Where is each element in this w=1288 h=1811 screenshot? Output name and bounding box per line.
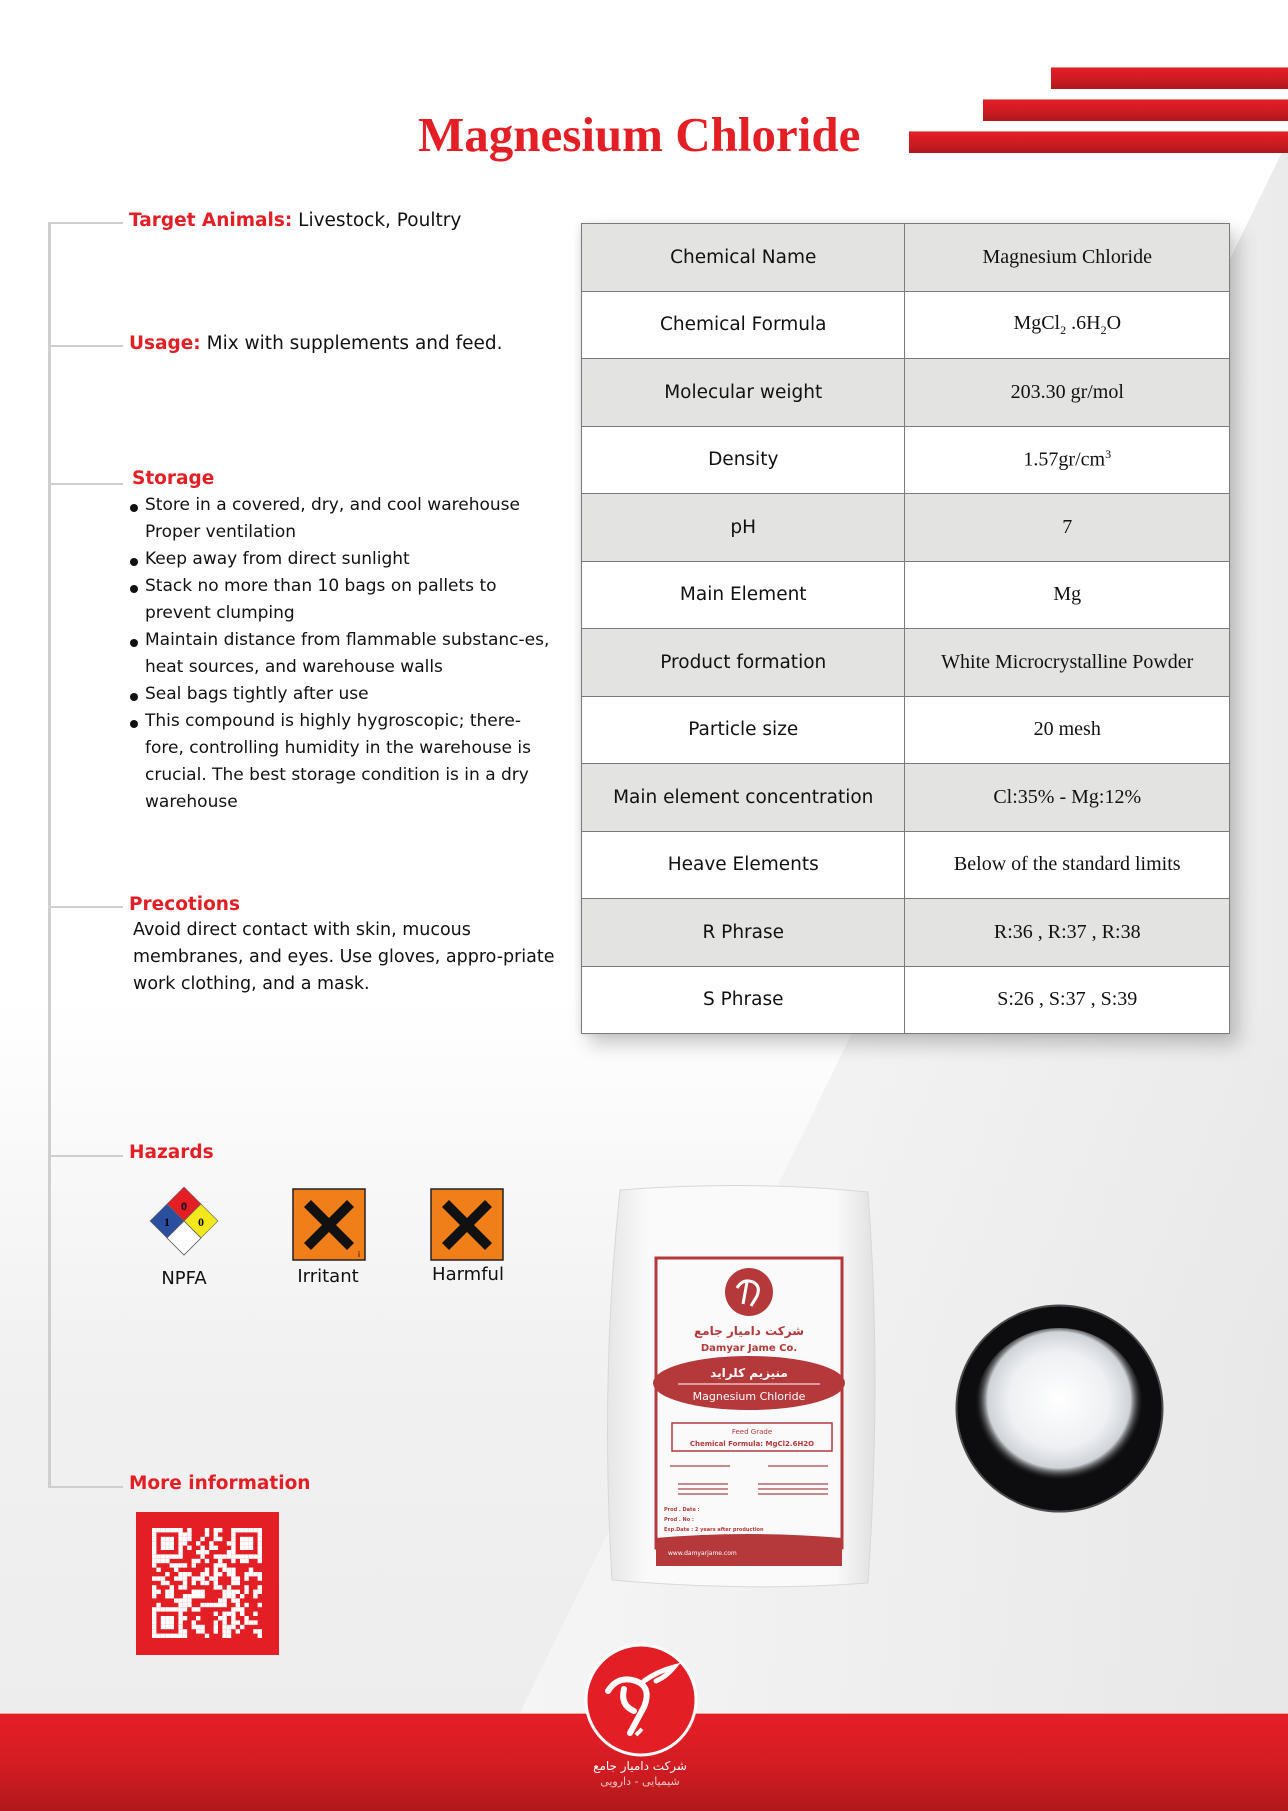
product-powder-image bbox=[955, 1304, 1164, 1513]
table-row bbox=[582, 629, 1230, 697]
bag-company-fa: شرکت دامیار جامع bbox=[693, 1324, 805, 1338]
nfpa-health: 1 bbox=[164, 1215, 170, 1229]
table-key: Main Element bbox=[582, 561, 905, 629]
table-row bbox=[582, 966, 1230, 1034]
table-value-part: 2 bbox=[1060, 322, 1067, 337]
bag-formula: Chemical Formula: MgCl2.6H2O bbox=[689, 1440, 815, 1448]
bag-website: www.damyarjame.com bbox=[668, 1550, 737, 1557]
table-row bbox=[582, 291, 1230, 359]
table-row bbox=[582, 899, 1230, 967]
usage-value: Mix with supplements and feed. bbox=[206, 333, 503, 354]
usage bbox=[129, 333, 503, 354]
storage-heading: Storage bbox=[132, 468, 215, 489]
header-bar-bottom bbox=[909, 131, 1288, 153]
table-row bbox=[582, 696, 1230, 764]
table-row bbox=[582, 561, 1230, 629]
irritant-mark: i bbox=[357, 1250, 361, 1259]
table-value-part: MgCl bbox=[1013, 311, 1061, 334]
footer-company-name: شرکت دامیار جامع bbox=[593, 1759, 687, 1773]
table-value-part: 2 bbox=[1100, 322, 1107, 337]
connector-usage bbox=[48, 345, 123, 347]
hazard-label-harmful: Harmful bbox=[432, 1264, 504, 1285]
table-key: Density bbox=[582, 426, 905, 494]
bullet-icon bbox=[130, 585, 138, 593]
nfpa-diamond-icon bbox=[149, 1186, 219, 1256]
product-bag-image bbox=[598, 1178, 886, 1596]
header-bar-middle bbox=[983, 99, 1288, 121]
connector-hazards bbox=[48, 1155, 123, 1157]
target-animals-label: Target Animals: bbox=[129, 210, 293, 231]
table-value: 203.30 gr/mol bbox=[905, 359, 1230, 427]
footer-company bbox=[540, 1759, 740, 1789]
table-key: Chemical Formula bbox=[582, 291, 905, 359]
connector-vertical-line bbox=[48, 223, 51, 1488]
footer-tagline: شیمیایی - دارویی bbox=[600, 1775, 680, 1788]
storage-item: Keep away from direct sunlight bbox=[128, 546, 558, 573]
table-key: R Phrase bbox=[582, 899, 905, 967]
precautions-text: Avoid direct contact with skin, mucous membranes, and eyes. Use gloves, appro-priate work clothing, and a mask. bbox=[133, 920, 555, 994]
table-key: pH bbox=[582, 494, 905, 562]
table-value: R:36 , R:37 , R:38 bbox=[905, 899, 1230, 967]
storage-item: Seal bags tightly after use bbox=[128, 681, 558, 708]
table-key: S Phrase bbox=[582, 966, 905, 1034]
table-row bbox=[582, 224, 1230, 292]
bag-company-en: Damyar Jame Co. bbox=[700, 1343, 798, 1354]
table-key: Chemical Name bbox=[582, 224, 905, 292]
company-logo-icon bbox=[584, 1643, 698, 1757]
connector-precautions bbox=[48, 906, 123, 908]
more-info-heading: More information bbox=[129, 1473, 311, 1494]
table-row bbox=[582, 359, 1230, 427]
bag-prod-no: Prod . No : bbox=[664, 1517, 694, 1523]
table-row bbox=[582, 426, 1230, 494]
header-bar-top bbox=[1051, 67, 1288, 89]
table-key: Heave Elements bbox=[582, 831, 905, 899]
usage-label: Usage: bbox=[129, 333, 201, 354]
bag-prod-date: Prod . Date : bbox=[664, 1507, 700, 1513]
hazard-label-irritant: Irritant bbox=[297, 1266, 359, 1287]
spec-table bbox=[581, 223, 1230, 1034]
table-value: Below of the standard limits bbox=[905, 831, 1230, 899]
hazard-label-nfpa: NPFA bbox=[161, 1268, 207, 1289]
table-value: White Microcrystalline Powder bbox=[905, 629, 1230, 697]
connector-more-info bbox=[48, 1486, 123, 1488]
precautions-heading: Precotions bbox=[129, 894, 240, 915]
bullet-icon bbox=[130, 693, 138, 701]
table-value-part: 1.57gr/cm bbox=[1023, 449, 1106, 472]
bullet-icon bbox=[130, 558, 138, 566]
bag-product-fa: منیزیم کلراید bbox=[710, 1366, 788, 1380]
nfpa-flammability: 0 bbox=[181, 1199, 187, 1213]
harmful-x-icon bbox=[430, 1188, 504, 1261]
storage-item: Proper ventilation bbox=[145, 522, 296, 542]
bag-grade: Feed Grade bbox=[731, 1428, 773, 1436]
table-value: Mg bbox=[905, 561, 1230, 629]
table-key: Main element concentration bbox=[582, 764, 905, 832]
table-value: Magnesium Chloride bbox=[905, 224, 1230, 292]
table-value: S:26 , S:37 , S:39 bbox=[905, 966, 1230, 1034]
bullet-icon bbox=[130, 720, 138, 728]
table-key: Molecular weight bbox=[582, 359, 905, 427]
table-value bbox=[905, 291, 1230, 359]
table-row bbox=[582, 494, 1230, 562]
bag-product-en: Magnesium Chloride bbox=[692, 1390, 806, 1403]
nfpa-reactivity: 0 bbox=[198, 1215, 204, 1229]
page-title: Magnesium Chloride bbox=[418, 107, 861, 162]
table-value-part: 3 bbox=[1105, 447, 1112, 462]
bullet-icon bbox=[130, 504, 138, 512]
storage-item: This compound is highly hygroscopic; there-fore, controlling humidity in the warehouse is crucial. The best storage condition is in a dry warehouse bbox=[128, 708, 558, 816]
target-animals bbox=[129, 210, 461, 231]
connector-storage bbox=[48, 483, 123, 485]
table-key: Particle size bbox=[582, 696, 905, 764]
target-animals-value: Livestock, Poultry bbox=[298, 210, 462, 231]
bag-exp-date: Exp.Date : 2 years after production bbox=[664, 1527, 764, 1533]
qr-code-icon[interactable] bbox=[136, 1512, 279, 1655]
table-row bbox=[582, 764, 1230, 832]
table-value bbox=[905, 426, 1230, 494]
table-key: Product formation bbox=[582, 629, 905, 697]
bullet-icon bbox=[130, 639, 138, 647]
hazards-heading: Hazards bbox=[129, 1142, 214, 1163]
table-value-part: .6H bbox=[1066, 311, 1101, 334]
table-value: Cl:35% - Mg:12% bbox=[905, 764, 1230, 832]
storage-list bbox=[128, 492, 558, 816]
irritant-x-icon bbox=[292, 1188, 366, 1261]
storage-item: Store in a covered, dry, and cool warehouse bbox=[128, 492, 558, 519]
table-value: 7 bbox=[905, 494, 1230, 562]
table-row bbox=[582, 831, 1230, 899]
table-value: 20 mesh bbox=[905, 696, 1230, 764]
storage-item: Maintain distance from flammable substanc-es, heat sources, and warehouse walls bbox=[128, 627, 558, 681]
table-value-part: O bbox=[1106, 311, 1122, 334]
storage-item: Stack no more than 10 bags on pallets to prevent clumping bbox=[128, 573, 558, 627]
connector-target-animals bbox=[48, 222, 123, 224]
